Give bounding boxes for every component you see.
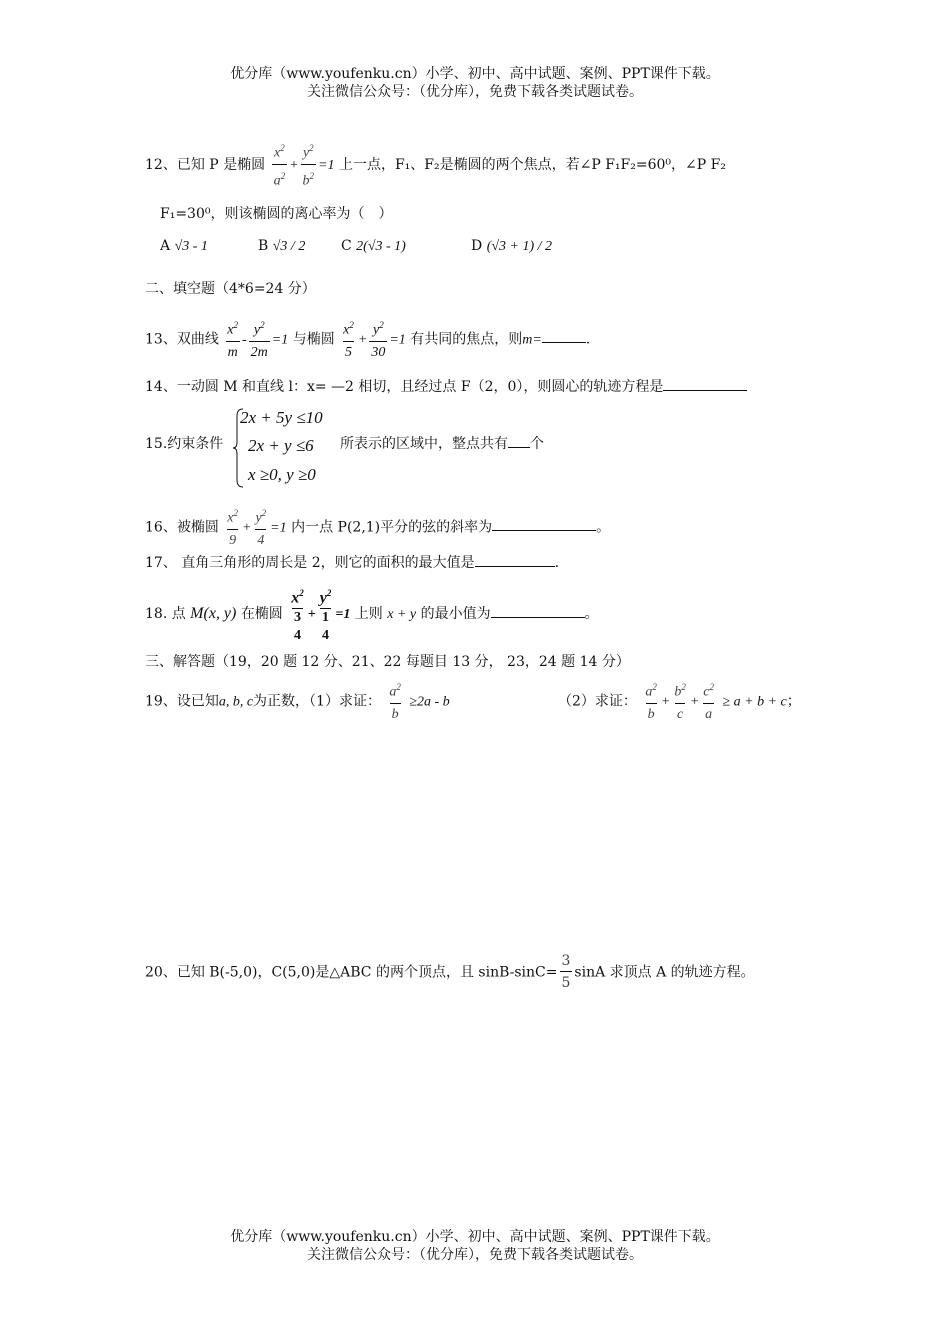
section-2-title: 二、填空题（4*6=24 分） (145, 281, 316, 297)
footer-line-2: 关注微信公众号：（优分库），免费下载各类试题试卷。 (307, 1247, 643, 1263)
q15-answer-blank[interactable] (508, 433, 530, 448)
q13-hyperbola-x: $\frac{x^2}{m}$ (225, 315, 240, 364)
question-20: 20、已知 B(-5,0)，C(5,0)是△ABC 的两个顶点，且 sinB-sinC= $\frac{3}{5}$ sinA 求顶点 A 的轨迹方程。 (145, 951, 755, 994)
q13-ellipse-y: $\frac{y^2}{30}$ (369, 315, 387, 364)
question-19-part-2: （2）求证： $\frac{a^2}{b}$ + $\frac{b^2}{c}$ + $\frac{c^2}{a}$ ≥ a + b + c； (558, 677, 801, 726)
q12-option-c: C 2(√3 - 1) (341, 238, 406, 254)
q19-fraction-1: $\frac{a^2}{b}$ (387, 677, 403, 726)
q19-fraction-a: $\frac{a^2}{b}$ (643, 677, 659, 726)
q15-constraint-3: x ≥0, y ≥0 (248, 465, 316, 484)
q13-answer-blank[interactable] (542, 328, 586, 343)
footer-line-1: 优分库（www.youfenku.cn）小学、初中、高中试题、案例、PPT课件下载。 (230, 1229, 720, 1245)
header-line-2: 关注微信公众号：（优分库），免费下载各类试题试卷。 (307, 84, 643, 100)
q19-fraction-b: $\frac{b^2}{c}$ (672, 677, 688, 726)
q18-answer-blank[interactable] (491, 603, 585, 618)
q12-prefix: 12、已知 P 是椭圆 (145, 157, 266, 174)
q15-prefix: 15.约束条件 (145, 436, 224, 452)
q16-answer-blank[interactable] (492, 516, 596, 531)
q17-answer-blank[interactable] (475, 552, 555, 567)
question-14: 14、一动圆 M 和直线 l：x= —2 相切，且经过点 F（2，0），则圆心的轨迹方程是 (145, 376, 747, 396)
q15-suffix: 所表示的区域中，整点共有 个 (340, 433, 544, 453)
q12-option-b: B √3 / 2 (258, 238, 306, 254)
q16-fraction-x: $\frac{x^2}{9}$ (225, 503, 240, 552)
q12-option-a: A √3 - 1 (160, 238, 208, 254)
q13-hyperbola-y: $\frac{y^2}{2m}$ (249, 315, 270, 364)
q15-constraint-2: 2x + y ≤6 (248, 436, 314, 455)
section-3-title: 三、解答题（19，20 题 12 分、21、22 每题目 13 分， 23，24 题 14 分） (145, 654, 630, 670)
q20-fraction: $\frac{3}{5}$ (560, 951, 573, 994)
question-12: 12、已知 P 是椭圆 $\frac{x^2}{a^2}$ + $\frac{y^2}{b^2}$ =1 上一点，F₁、F₂是椭圆的两个焦点，若∠P F₁F₂=60⁰，∠P F₂ (145, 138, 726, 192)
q18-fraction-y: $y^2$ 1 4 (319, 588, 332, 644)
q12-suffix: 上一点，F₁、F₂是椭圆的两个焦点，若∠P F₁F₂=60⁰，∠P F₂ (338, 157, 726, 174)
question-13: 13、双曲线 $\frac{x^2}{m}$ - $\frac{y^2}{2m}$ =1 与椭圆 $\frac{x^2}{5}$ + $\frac{y^2}{30}$ =1 有共同的焦点，则m= . (145, 315, 590, 364)
q12-fraction-x: $\frac{x^2}{a^2}$ (272, 138, 288, 192)
q15-constraint-1: 2x + 5y ≤10 (240, 408, 323, 427)
q12-line-2: F₁=30⁰，则该椭圆的离心率为（ ） (160, 206, 393, 222)
q18-fraction-x: $x^2$ 3 4 (291, 588, 304, 644)
question-16: 16、被椭圆 $\frac{x^2}{9}$ + $\frac{y^2}{4}$ =1 内一点 P(2,1)平分的弦的斜率为 。 (145, 503, 610, 552)
q12-fraction-y: $\frac{y^2}{b^2}$ (301, 138, 317, 192)
q13-ellipse-x: $\frac{x^2}{5}$ (341, 315, 356, 364)
question-19: 19、设已知a, b, c为正数，（1）求证： $\frac{a^2}{b}$ ≥2a - b (145, 677, 450, 726)
question-17: 17、 直角三角形的周长是 2，则它的面积的最大值是 . (145, 552, 559, 572)
q19-fraction-c: $\frac{c^2}{a}$ (701, 677, 716, 726)
question-18: 18. 点 M(x, y) 在椭圆 $x^2$ 3 4 + $y^2$ 1 4 =1 上则 x + y 的最小值为 。 (145, 583, 599, 645)
header-line-1: 优分库（www.youfenku.cn）小学、初中、高中试题、案例、PPT课件下载。 (230, 66, 720, 82)
q12-option-d: D (√3 + 1) / 2 (471, 238, 553, 254)
q14-answer-blank[interactable] (663, 376, 747, 391)
q16-fraction-y: $\frac{y^2}{4}$ (253, 503, 268, 552)
